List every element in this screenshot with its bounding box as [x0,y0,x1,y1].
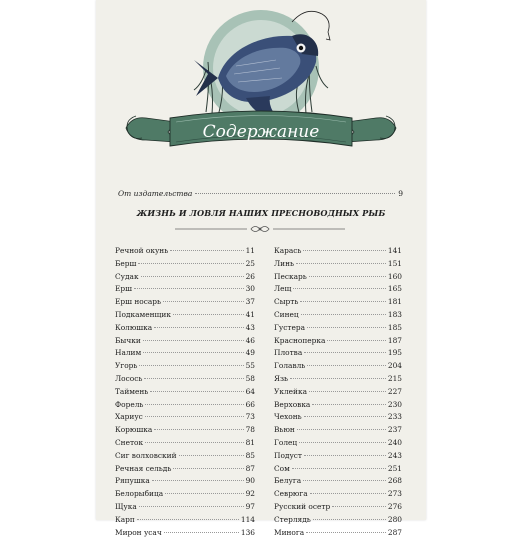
toc-entry: Плотва 195 [274,348,402,358]
dot-leader [290,378,386,379]
toc-entry-intro [118,189,403,198]
dot-leader [306,532,386,533]
toc-entry: Берш 25 [115,258,255,268]
dot-leader [300,301,386,302]
toc-entry: Голец 240 [274,437,402,447]
dot-leader [195,193,395,194]
toc-entry: Карп 114 [115,514,255,524]
dot-leader [310,493,386,494]
toc-entry: Угорь 55 [115,361,255,371]
toc-entry: Лосось 58 [115,373,255,383]
toc-entry: Сом 251 [274,463,402,473]
dot-leader [143,340,244,341]
toc-entry: Щука 97 [115,501,255,511]
toc-entry: Ерш 30 [115,284,255,294]
toc-entry: Белуга 268 [274,476,402,486]
toc-entry: Чехонь 233 [274,412,402,422]
toc-entry: Язь 215 [274,373,402,383]
dot-leader [299,442,386,443]
toc-entry: Уклейка 227 [274,386,402,396]
ornament-divider [175,223,345,235]
dot-leader [296,263,386,264]
toc-entry: Белорыбица 92 [115,489,255,499]
toc-entry: Мирон усач 136 [115,527,255,537]
dot-leader [304,416,386,417]
dot-leader [307,327,386,328]
toc-entry: Ряпушка 90 [115,476,255,486]
toc-entry: Ерш носарь 37 [115,297,255,307]
dot-leader [170,250,243,251]
toc-entry: Корюшка 78 [115,425,255,435]
dot-leader [143,352,243,353]
dot-leader [139,506,244,507]
dot-leader [297,429,386,430]
toc-entry: Подкаменщик 41 [115,309,255,319]
dot-leader [312,404,386,405]
emblem [96,0,426,170]
toc-entry: Линь 151 [274,258,402,268]
dot-leader [304,455,386,456]
toc-entry: Густера 185 [274,322,402,332]
toc-entry: Речной окунь 11 [115,246,255,255]
toc-entry: Вьюн 237 [274,425,402,435]
toc-entry: Карась 141 [274,246,402,255]
dot-leader [309,276,386,277]
toc-entry: Русский осетр 276 [274,501,402,511]
dot-leader [293,288,385,289]
dot-leader [145,442,243,443]
dot-leader [301,314,386,315]
dot-leader [152,480,244,481]
toc-entry: Голавль 204 [274,361,402,371]
dot-leader [303,480,386,481]
toc-right-column [274,246,402,540]
toc-entry: Снеток 81 [115,437,255,447]
dot-leader [145,404,243,405]
toc-entry: Синец 183 [274,309,402,319]
dot-leader [303,250,385,251]
section-title: ЖИЗНЬ И ЛОВЛЯ НАШИХ ПРЕСНОВОДНЫХ РЫБ [136,208,386,218]
dot-leader [145,416,244,417]
toc-entry: Подуст 243 [274,450,402,460]
toc-entry: Сиг волховский 85 [115,450,255,460]
dot-leader [307,365,386,366]
dot-leader [138,263,243,264]
dot-leader [154,327,243,328]
dot-leader [154,429,243,430]
dot-leader [164,532,239,533]
dot-leader [141,276,244,277]
toc-entry: Судак 26 [115,271,255,281]
toc-entry: Пескарь 160 [274,271,402,281]
dot-leader [163,301,244,302]
toc-entry: Таймень 64 [115,386,255,396]
toc-entry-intro-label: От издательства [118,189,193,198]
dot-leader [173,314,244,315]
dot-leader [150,391,243,392]
toc-entry: Речная сельдь 87 [115,463,255,473]
toc-left-column [115,246,255,540]
dot-leader [309,391,386,392]
toc-entry: Лещ 165 [274,284,402,294]
dot-leader [332,506,386,507]
toc-entry: Севрюга 273 [274,489,402,499]
dot-leader [139,365,243,366]
toc-entry: Бычки 46 [115,335,255,345]
toc-entry: Верховка 230 [274,399,402,409]
toc-entry: Форель 66 [115,399,255,409]
dot-leader [173,468,243,469]
dot-leader [134,288,244,289]
dot-leader [327,340,385,341]
toc-entry: Стерлядь 280 [274,514,402,524]
toc-entry: Минога 287 [274,527,402,537]
toc-entry-intro-page: 9 [398,189,403,198]
dot-leader [179,455,244,456]
toc-entry: Красноперка 187 [274,335,402,345]
toc-entry: Хариус 73 [115,412,255,422]
toc-entry: Колюшка 43 [115,322,255,332]
dot-leader [165,493,243,494]
dot-leader [144,378,243,379]
dot-leader [304,352,386,353]
banner-title: Содержание [202,122,320,142]
dot-leader [292,468,386,469]
toc-entry: Налим 49 [115,348,255,358]
toc-entry: Сырть 181 [274,297,402,307]
